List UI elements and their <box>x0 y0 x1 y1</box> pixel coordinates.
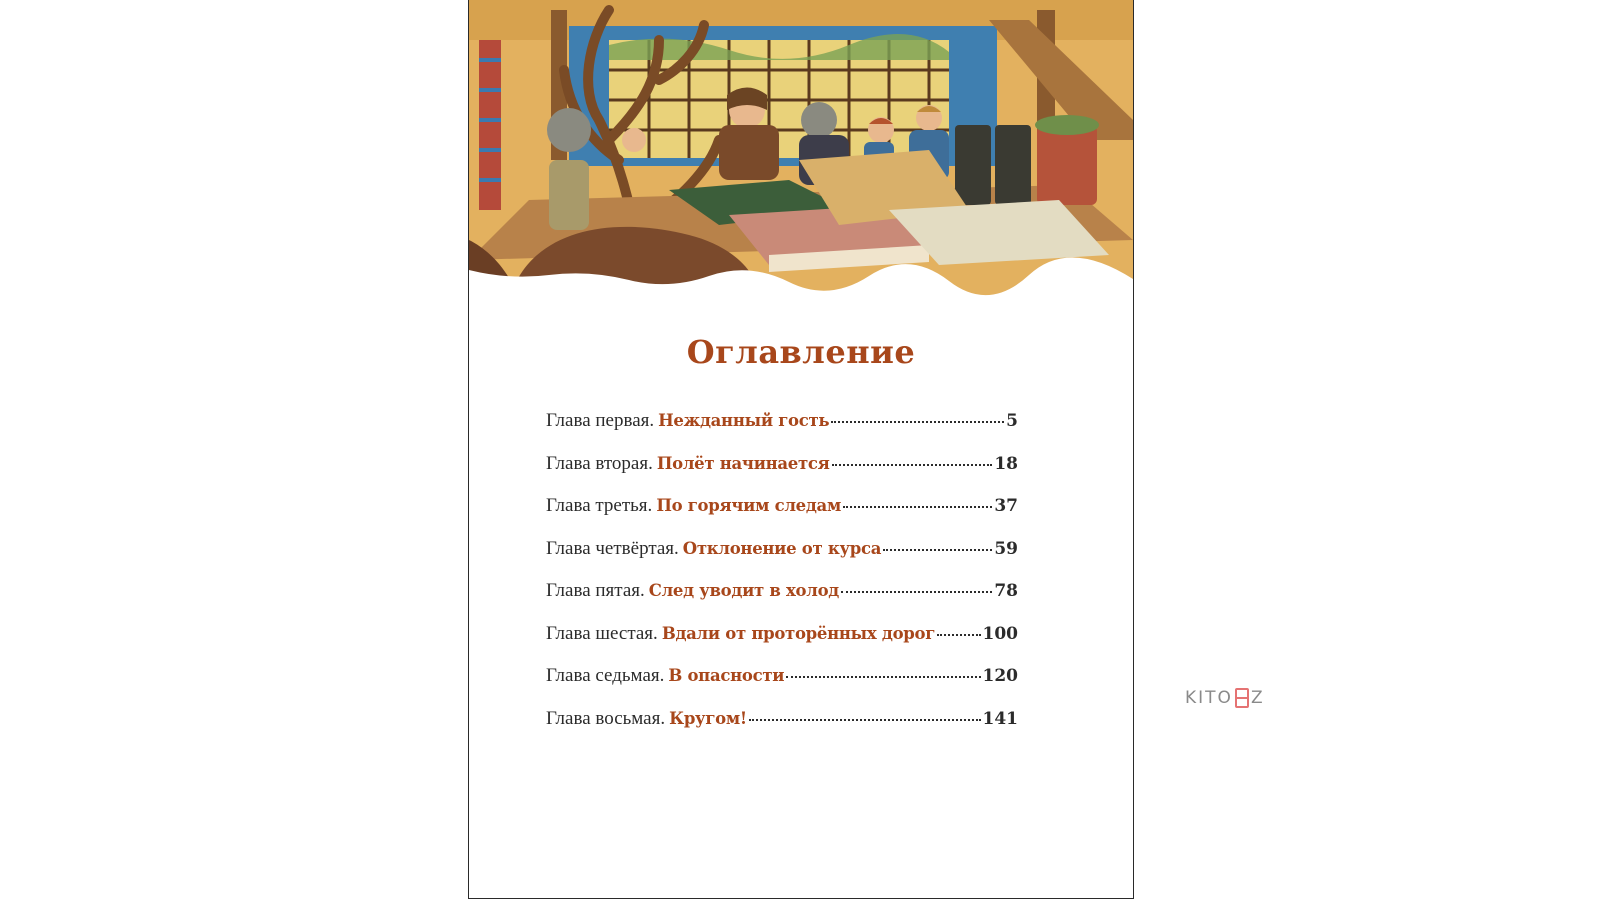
chapter-prefix: Глава шестая. <box>546 622 658 644</box>
dot-leader <box>937 634 980 636</box>
toc-entry[interactable] <box>546 495 1018 538</box>
dot-leader <box>786 676 980 678</box>
chapter-prefix: Глава вторая. <box>546 452 653 474</box>
table-of-contents <box>546 410 1018 750</box>
chapter-title: След уводит в холод <box>648 581 839 600</box>
watermark-text-left: KITO <box>1185 688 1233 708</box>
chapter-prefix: Глава пятая. <box>546 580 645 601</box>
chapter-title: В опасности <box>668 666 785 685</box>
chapter-prefix: Глава первая. <box>546 410 655 431</box>
chapter-prefix: Глава третья. <box>546 495 653 516</box>
toc-entry[interactable] <box>546 665 1018 708</box>
toc-entry[interactable] <box>546 708 1018 751</box>
chapter-title: По горячим следам <box>656 496 841 515</box>
chapter-title: Кругом! <box>669 708 747 728</box>
chapter-title: Нежданный гость <box>658 411 830 430</box>
page-number: 120 <box>982 666 1018 686</box>
book-page <box>468 0 1134 899</box>
chapter-prefix: Глава седьмая. <box>546 665 665 686</box>
book-icon <box>1235 688 1249 708</box>
dot-leader <box>831 421 1004 423</box>
page-number: 37 <box>994 496 1018 516</box>
toc-entry[interactable] <box>546 580 1018 623</box>
page-number: 59 <box>994 538 1018 559</box>
toc-title: Оглавление <box>686 333 916 371</box>
dot-leader <box>883 549 992 551</box>
toc-entry[interactable] <box>546 623 1018 666</box>
watermark-logo <box>1185 688 1265 708</box>
page-number: 5 <box>1006 411 1018 431</box>
watermark-text-right: Z <box>1250 688 1265 708</box>
toc-entry[interactable] <box>546 538 1018 581</box>
chapter-prefix: Глава четвёртая. <box>546 537 679 559</box>
dot-leader <box>841 591 992 593</box>
page-number: 141 <box>982 708 1018 729</box>
page-number: 78 <box>994 581 1018 601</box>
chapter-prefix: Глава восьмая. <box>546 707 666 729</box>
chapter-title: Полёт начинается <box>656 453 830 473</box>
dot-leader <box>832 464 993 466</box>
page-number: 100 <box>982 623 1018 644</box>
chapter-title: Вдали от проторённых дорог <box>661 623 936 643</box>
chapter-title: Отклонение от курса <box>682 538 882 558</box>
illustration-cabin-scene <box>469 0 1133 300</box>
page-number: 18 <box>994 453 1018 474</box>
toc-entry[interactable] <box>546 453 1018 496</box>
dot-leader <box>843 506 992 508</box>
dot-leader <box>749 719 981 721</box>
toc-entry[interactable] <box>546 410 1018 453</box>
